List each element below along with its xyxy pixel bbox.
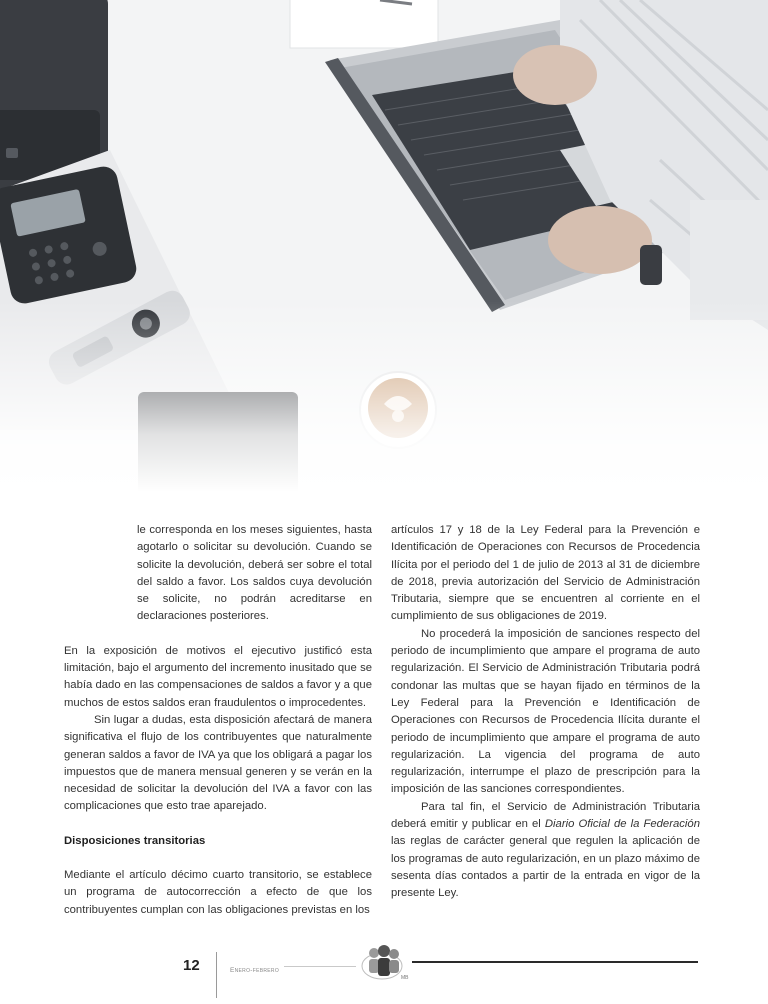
paragraph: Sin lugar a dudas, esta disposición afectará de manera significativa el flujo de los contribuyentes que naturalmente generan saldos a favor de IVA ya que los obligará a pagar los impuestos que de manera mensual generen y se verán en la necesidad de solicitar la devolución del IVA a favor con las complicaciones que esto trae aparejado. [64,713,372,813]
footer-rule-bold [412,961,698,963]
paragraph [391,799,700,903]
hero-fade [0,300,768,492]
paragraph: artículos 17 y 18 de la Ley Federal para la Prevención e Identificación de Operaciones con Recursos de Procedencia Ilícita por el periodo del 1 de julio de 2013 al 31 de diciembre de 2018, previa autorización del Servicio de Administración Tributaria, siempre que se encuentren al corriente en el cumplimiento de sus obligaciones de 2019. [391,524,700,623]
right-column [391,522,700,903]
quoted-text: le corresponda en los meses siguientes, hasta agotarlo o solicitar su devolución. Cuando se solicite la devolución, deberá ser sobre el total del saldo a favor. Los saldos cuya devolución se solicite, no podrán acreditarse en declaraciones posteriores. [137,524,372,623]
left-column [64,522,372,919]
section-heading: Disposiciones transitorias [64,834,206,847]
paragraph-text: Para tal fin, el Servicio de Administración Tributaria deberá emitir y publicar en el [391,800,700,831]
paragraph: No procederá la imposición de sanciones respecto del periodo de incumplimiento que ampare el programa de auto regularización. El Servicio de Administración Tributaria podrá condonar las multas que se hayan fijado en términos de la Ley Federal para la Prevención e Identificación de Operaciones con Recursos de Procedencia Ilícita durante el periodo de incumplimiento que ampare el programa de auto regularización. La vigencia del programa de auto regularización, interrumpe el plazo de prescripción para la imposición de las sanciones correspondientes. [391,627,700,796]
publication-name: Diario Oficial de la Federación [544,818,700,831]
hero-photo [0,0,768,492]
paragraph: Mediante el artículo décimo cuarto transitorio, se establece un programa de autocorrección a efecto de que los contribuyentes cumplan con las obligaciones previstas en los [64,869,372,916]
logo-text: MB [401,975,409,981]
paragraph-text: las reglas de carácter general que regulen la aplicación de los programas de auto regularización, en un plazo máximo de sesenta días contados a partir de la entrada en vigor de la presente Ley. [391,835,700,900]
paragraph: En la exposición de motivos el ejecutivo justificó esta limitación, bajo el argumento del incremento inusitado que se había dado en las compensaciones de saldos a favor y a que muchos de estos saldos eran fraudulentos o improcedentes. [64,644,372,709]
page-number: 12 [183,957,200,974]
footer-divider [216,952,217,998]
publisher-logo-icon [358,944,410,982]
footer-rule [284,966,356,967]
issue-label: Enero-febrero [230,967,280,974]
